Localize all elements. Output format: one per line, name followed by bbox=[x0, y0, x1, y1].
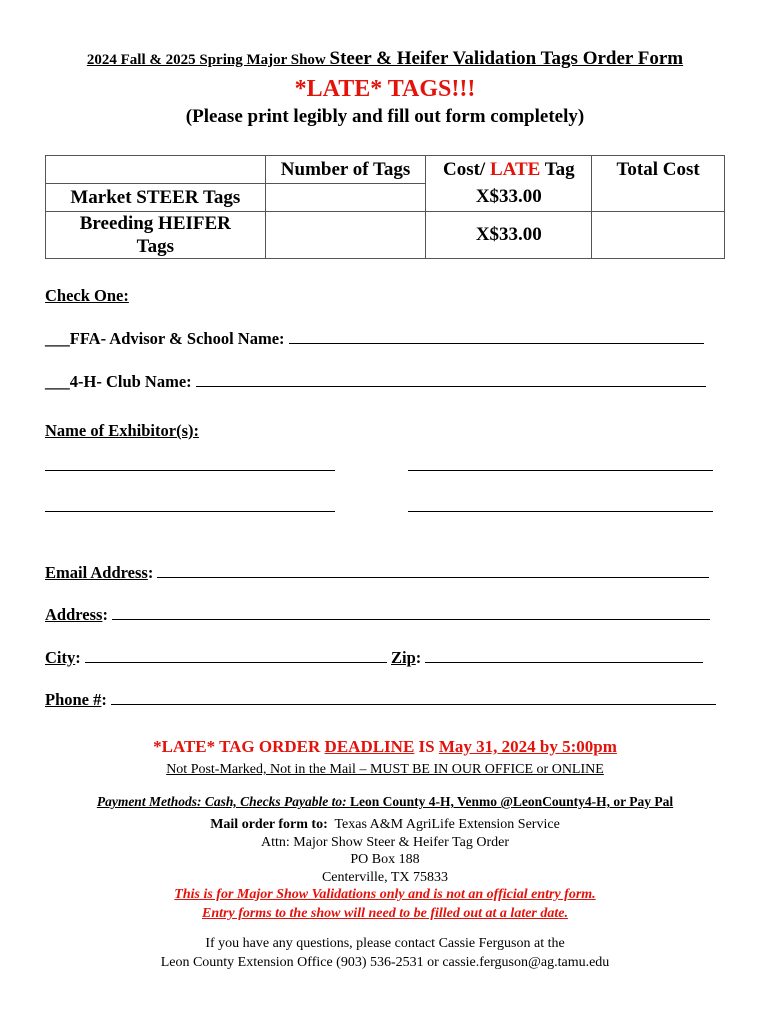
steer-price: X$33.00 bbox=[426, 184, 592, 212]
row-label-steer: Market STEER Tags bbox=[46, 184, 266, 212]
club-checkbox[interactable]: ___ bbox=[45, 372, 70, 391]
deadline-notice: *LATE* TAG ORDER DEADLINE IS May 31, 2024 by 5:00pm bbox=[153, 737, 617, 756]
heifer-price: X$33.00 bbox=[426, 212, 592, 259]
heifer-number-field[interactable] bbox=[265, 212, 426, 259]
column-header-number: Number of Tags bbox=[265, 156, 426, 184]
tag-order-table bbox=[45, 155, 725, 259]
form-title: 2024 Fall & 2025 Spring Major Show Steer & Heifer Validation Tags Order Form bbox=[86, 48, 684, 69]
contact-info: If you have any questions, please contact Cassie Ferguson at the Leon County Extension Office (903) 536-2531 or cassie.ferguson@ag.tamu.edu bbox=[160, 936, 610, 970]
address-field[interactable] bbox=[112, 605, 710, 620]
heifer-total-field[interactable] bbox=[592, 212, 725, 259]
steer-number-field[interactable] bbox=[265, 184, 426, 212]
instructions: (Please print legibly and fill out form completely) bbox=[185, 106, 585, 127]
column-header-total: Total Cost bbox=[592, 156, 725, 184]
ffa-checkbox[interactable]: ___ bbox=[45, 329, 70, 348]
exhibitors-label: Name of Exhibitor(s): bbox=[45, 421, 199, 440]
exhibitor-name-field-4[interactable] bbox=[408, 510, 713, 512]
ffa-advisor-school-field[interactable] bbox=[289, 329, 704, 344]
email-field[interactable] bbox=[157, 563, 709, 578]
zip-field[interactable] bbox=[425, 648, 703, 663]
ffa-line: ___FFA- Advisor & School Name: bbox=[45, 329, 704, 349]
address-line: Address: bbox=[45, 605, 710, 625]
email-line: Email Address: bbox=[45, 563, 709, 583]
club-line: ___4-H- Club Name: bbox=[45, 372, 706, 392]
check-one-label: Check One: bbox=[45, 286, 129, 305]
late-banner: *LATE* TAGS!!! bbox=[294, 76, 476, 102]
postmark-note: Not Post-Marked, Not in the Mail – MUST BE IN OUR OFFICE or ONLINE bbox=[166, 762, 604, 777]
disclaimer-line-2: Entry forms to the show will need to be filled out at a later date. bbox=[202, 906, 568, 921]
column-header-cost: Cost/ LATE Tag bbox=[426, 156, 592, 184]
phone-line: Phone #: bbox=[45, 690, 716, 710]
club-name-field[interactable] bbox=[196, 372, 706, 387]
steer-total-field[interactable] bbox=[592, 184, 725, 212]
exhibitor-name-field-3[interactable] bbox=[45, 510, 335, 512]
row-label-heifer: Breeding HEIFER Tags bbox=[46, 212, 266, 259]
phone-field[interactable] bbox=[111, 690, 716, 705]
table-row bbox=[46, 212, 725, 259]
disclaimer-line-1: This is for Major Show Validations only and is not an official entry form. bbox=[174, 887, 596, 902]
city-field[interactable] bbox=[85, 648, 387, 663]
city-zip-line: City: Zip: bbox=[45, 648, 703, 668]
payment-methods: Payment Methods: Cash, Checks Payable to: Leon County 4-H, Venmo @LeonCounty4-H, or Pay Pal bbox=[96, 794, 674, 809]
table-corner-cell bbox=[46, 156, 266, 184]
exhibitor-name-field-2[interactable] bbox=[408, 469, 713, 471]
exhibitor-name-field-1[interactable] bbox=[45, 469, 335, 471]
table-row bbox=[46, 184, 725, 212]
mailing-address: Mail order form to: Texas A&M AgriLife Extension Service Attn: Major Show Steer & Heifer Tag Order PO Box 188 Centerville, TX 75833 bbox=[210, 817, 560, 885]
